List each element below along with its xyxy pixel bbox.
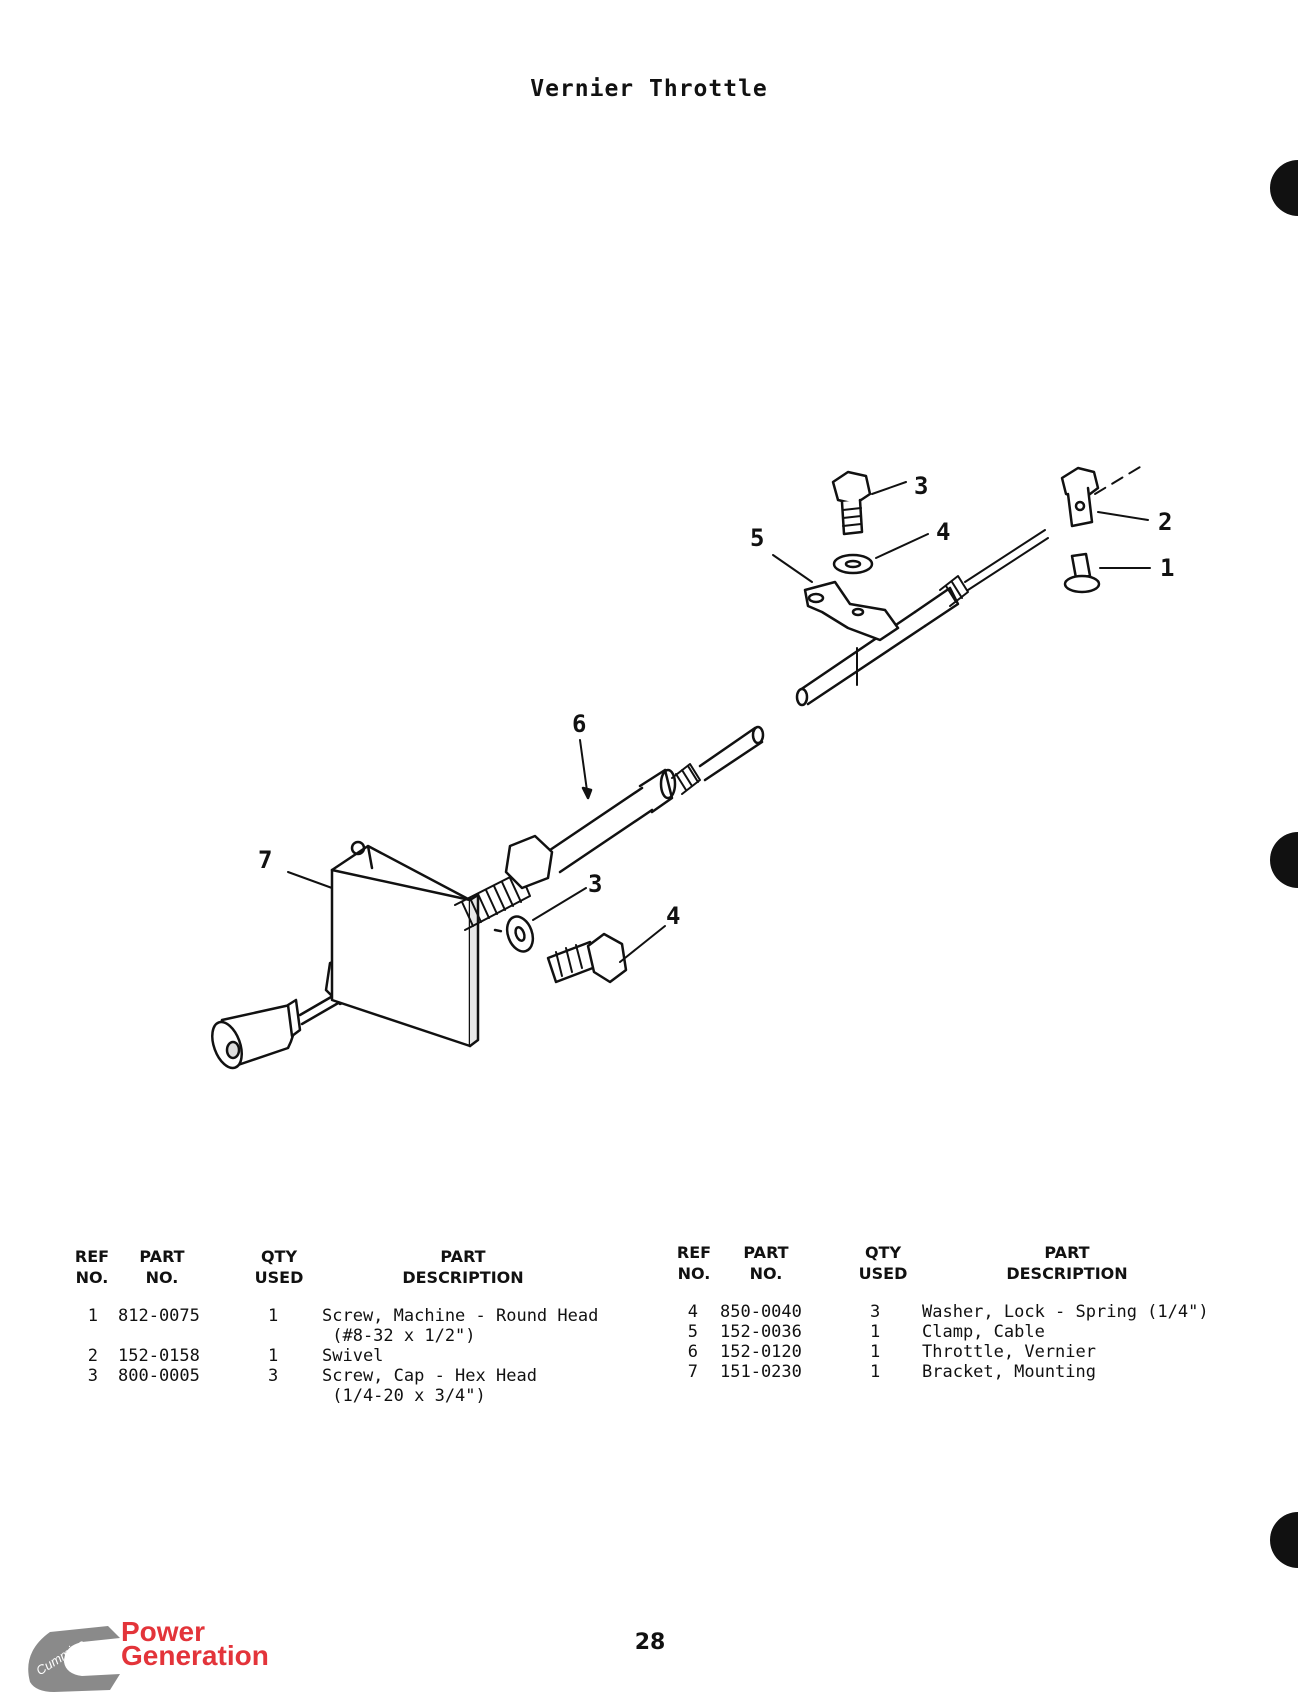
callout-4-bottom: 4: [666, 902, 681, 930]
part-no: 152-0120: [720, 1342, 802, 1362]
part-description: Swivel: [322, 1346, 384, 1366]
brand-line-power: Power: [121, 1616, 206, 1647]
part-no: 152-0036: [720, 1322, 802, 1342]
cummins-logo-icon: [20, 1612, 130, 1696]
part-no: 151-0230: [720, 1362, 802, 1382]
header-part-no: PART NO.: [743, 1243, 789, 1283]
machine-screw: [1065, 554, 1099, 592]
lower-cap-screw: [548, 934, 626, 982]
mounting-bracket: [332, 842, 478, 1046]
ref-no: 4: [687, 1302, 698, 1322]
header-part-description: PART DESCRIPTION: [402, 1247, 524, 1287]
ref-no: 3: [87, 1366, 98, 1386]
callout-1: 1: [1160, 554, 1175, 582]
part-description: Throttle, Vernier: [922, 1342, 1096, 1362]
brand-line-generation: Generation: [121, 1640, 269, 1671]
qty-used: 1: [870, 1322, 881, 1342]
part-description: Clamp, Cable: [922, 1322, 1045, 1342]
ref-no: 2: [87, 1346, 98, 1366]
qty-used: 3: [268, 1366, 279, 1386]
part-description: Screw, Machine - Round Head (#8-32 x 1/2"): [322, 1306, 599, 1346]
part-no: 812-0075: [118, 1306, 200, 1326]
rear-nut: [506, 836, 552, 888]
ref-no: 1: [87, 1306, 98, 1326]
qty-used: 1: [268, 1346, 279, 1366]
ref-no: 6: [687, 1342, 698, 1362]
header-ref-no: REF NO.: [676, 1243, 712, 1283]
qty-used: 3: [870, 1302, 881, 1322]
brand-wordmark: [121, 1616, 269, 1671]
part-description: Washer, Lock - Spring (1/4"): [922, 1302, 1209, 1322]
cable-clamp: [805, 582, 898, 640]
part-no: 850-0040: [720, 1302, 802, 1322]
ref-no: 5: [687, 1322, 698, 1342]
qty-used: 1: [268, 1306, 279, 1326]
lower-lock-washer: [503, 913, 538, 955]
callout-2: 2: [1158, 508, 1173, 536]
callout-5: 5: [750, 524, 765, 552]
callout-4-top: 4: [936, 518, 951, 546]
header-part-no: PART NO.: [139, 1247, 185, 1287]
page-number: 28: [634, 1630, 666, 1655]
svg-text:Cummins: Cummins: [33, 1636, 88, 1679]
top-cap-screw: [833, 472, 870, 534]
qty-used: 1: [870, 1342, 881, 1362]
part-description: Screw, Cap - Hex Head (1/4-20 x 3/4"): [322, 1366, 537, 1406]
top-lock-washer: [834, 555, 872, 573]
qty-used: 1: [870, 1362, 881, 1382]
part-no: 152-0158: [118, 1346, 200, 1366]
header-qty-used: QTY USED: [254, 1247, 304, 1287]
ref-no: 7: [687, 1362, 698, 1382]
callout-3-top: 3: [914, 472, 929, 500]
header-ref-no: REF NO.: [74, 1247, 110, 1287]
throttle-knob: [207, 1000, 300, 1072]
header-part-description: PART DESCRIPTION: [1006, 1243, 1128, 1283]
header-qty-used: QTY USED: [858, 1243, 908, 1283]
callout-6: 6: [572, 710, 587, 738]
page-title: Vernier Throttle: [530, 76, 768, 102]
callout-7: 7: [258, 846, 273, 874]
part-description: Bracket, Mounting: [922, 1362, 1096, 1382]
swivel: [1062, 468, 1098, 526]
callout-3-bottom: 3: [588, 870, 603, 898]
part-no: 800-0005: [118, 1366, 200, 1386]
